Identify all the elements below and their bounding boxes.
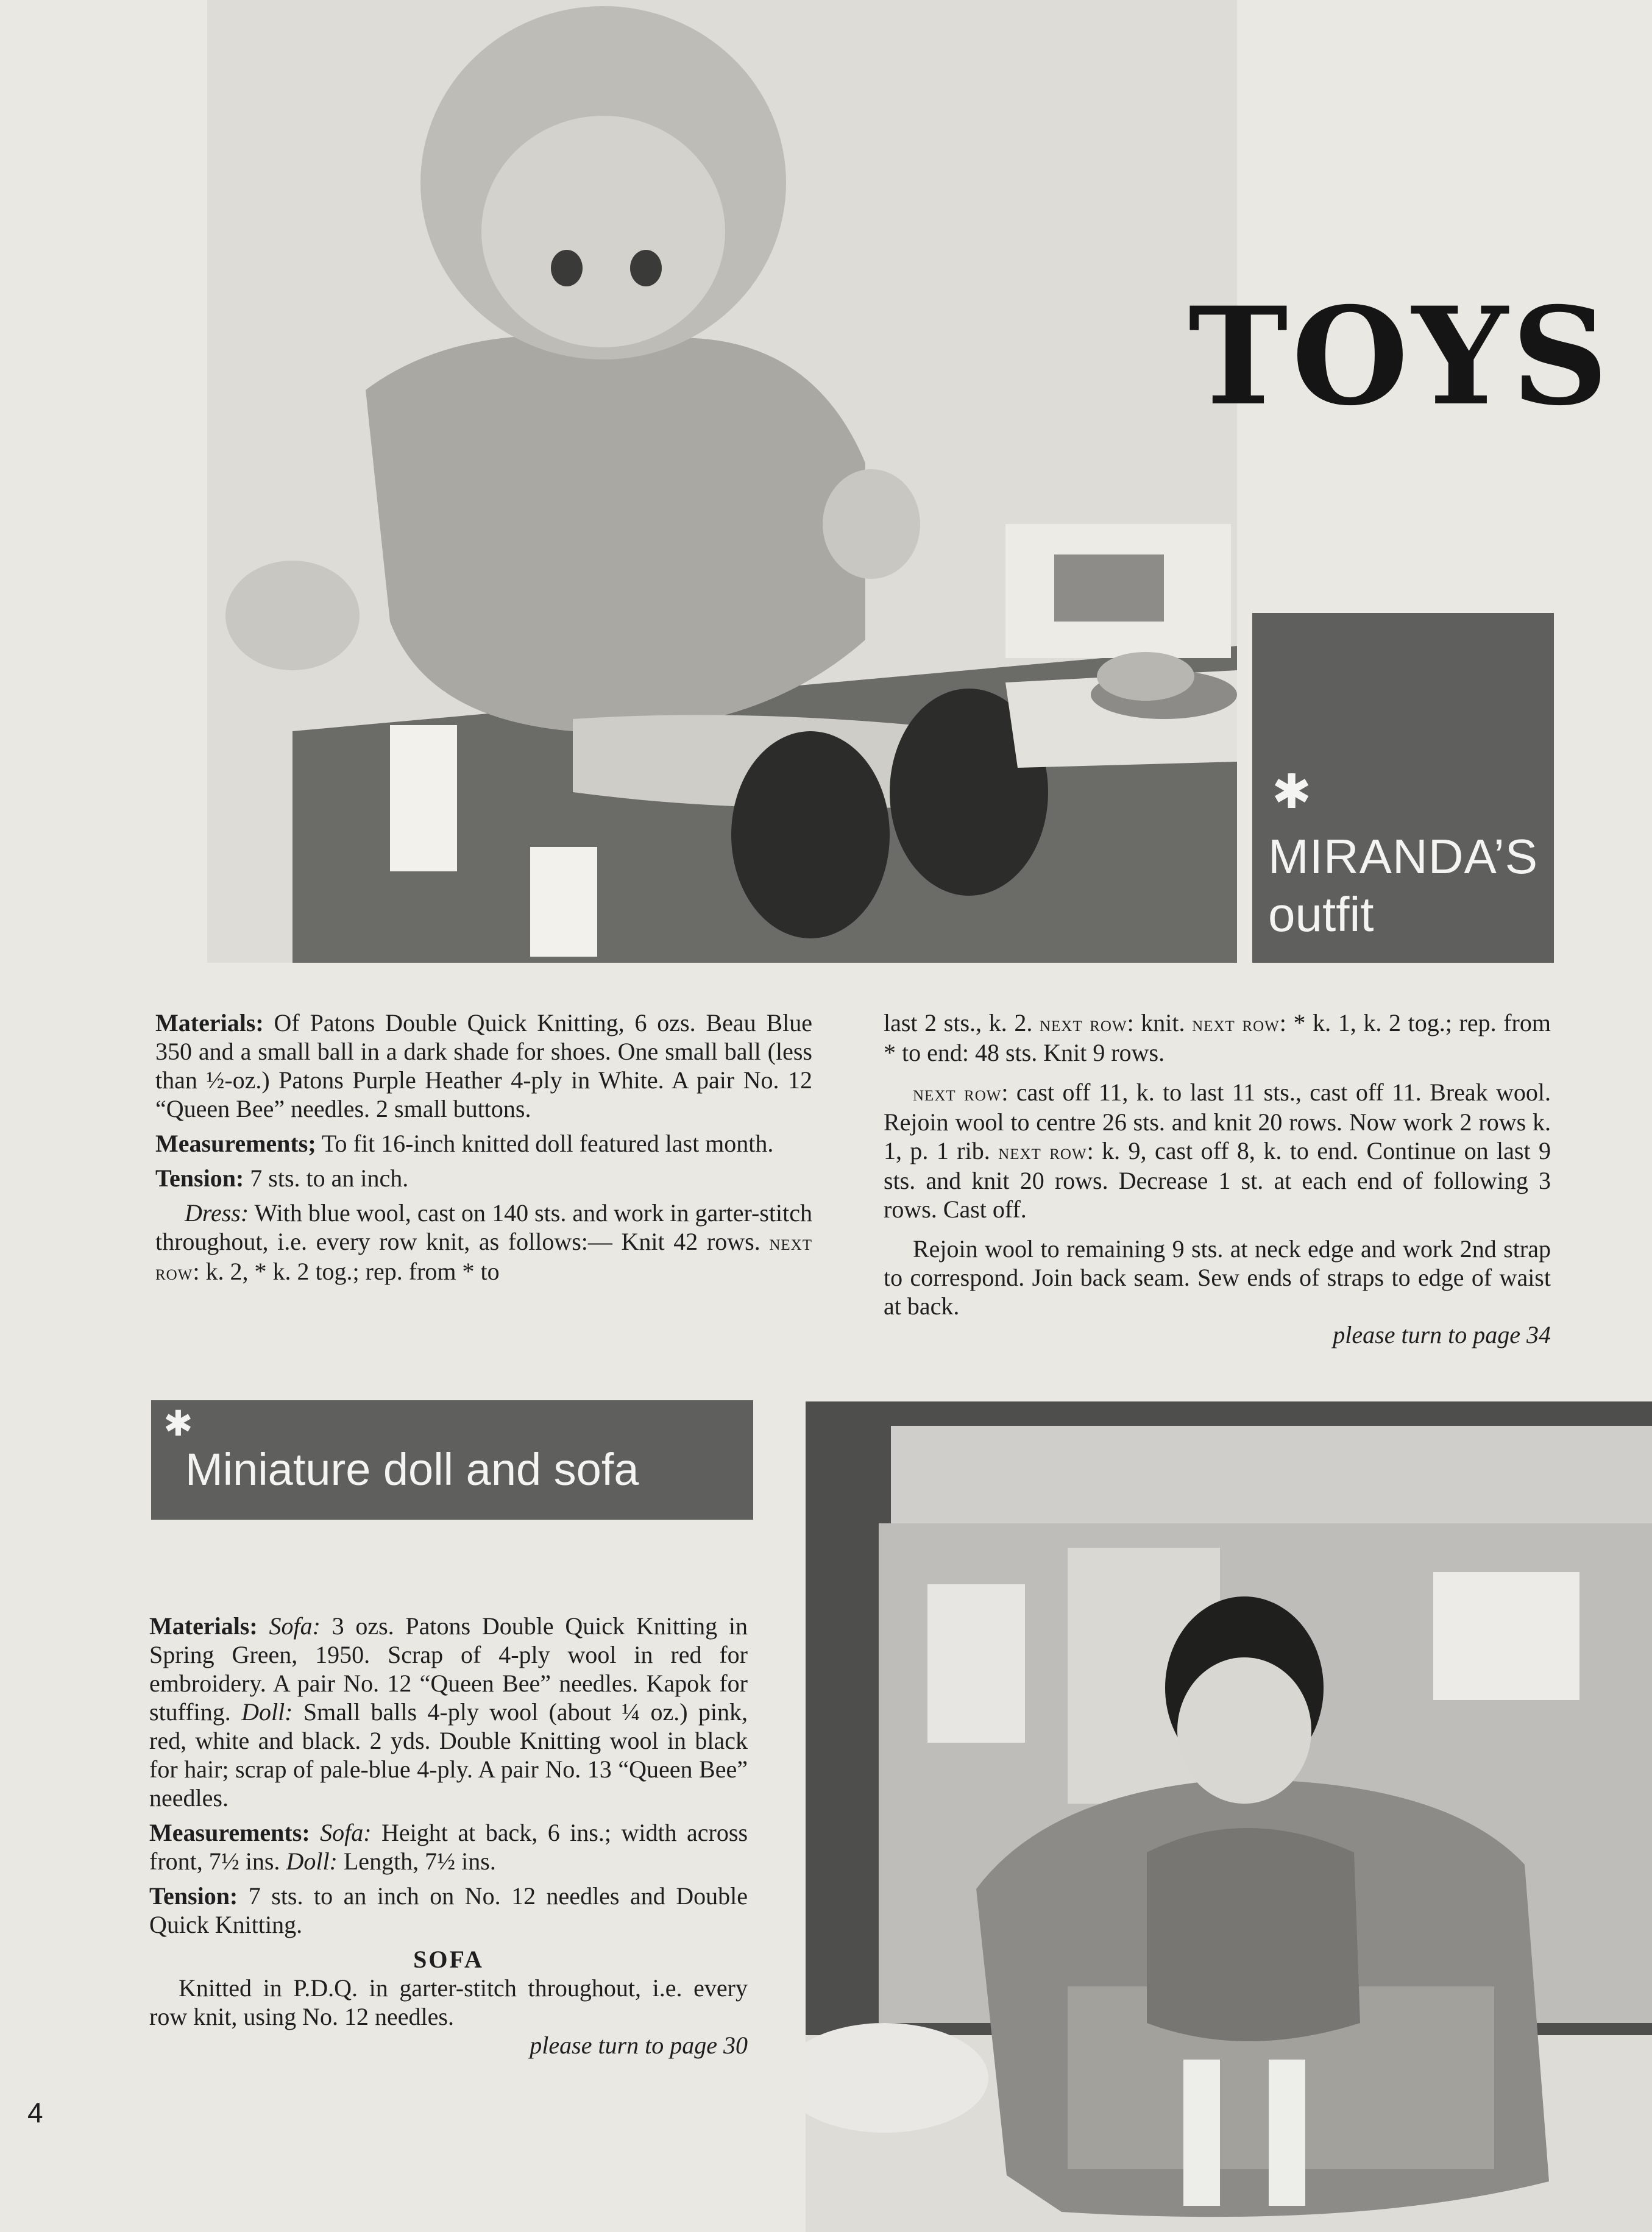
materials-paragraph [155,1008,812,1123]
col2-text-b: : knit. [1127,1009,1193,1036]
asterisk-icon: ✱ [163,1404,193,1444]
mini-materials-text-2: Small balls 4-ply wool (about ¼ oz.) pink, red, white and black. 2 yds. Double Knitting wool in black for hair; scrap of pale-blue 4-ply. A pair No. 13 “Queen Bee” needles. [149,1698,748,1812]
mini-measurements-label: Measurements: [149,1819,310,1846]
measurements-label: Measurements; [155,1130,316,1157]
turn-page-note-34: please turn to page 34 [1333,1321,1551,1348]
doll-word: Doll: [241,1698,293,1726]
mini-measurements-paragraph [149,1818,748,1876]
miranda-instructions-col1 [155,1008,812,1293]
col2-text-a: last 2 sts., k. 2. [884,1009,1040,1036]
miniature-doll-sofa-label [151,1400,753,1520]
miranda-label-line2: outfit [1268,887,1374,941]
next-row-label: next row [155,1230,812,1284]
dress-text-1: With blue wool, cast on 140 sts. and work in garter-stitch throughout, i.e. every row knit, as follows:— Knit 42 rows. [155,1199,812,1255]
page-title: TOYS [1188,277,1612,435]
materials-label: Materials: [155,1009,264,1036]
page-number: 4 [27,2097,43,2128]
next-row-label: next row [998,1139,1087,1164]
mini-materials-paragraph [149,1612,748,1812]
measurements-paragraph [155,1129,812,1158]
tension-text: 7 sts. to an inch. [244,1164,409,1192]
sofa-paragraph [149,1974,748,2031]
mini-tension-label: Tension: [149,1882,238,1910]
col2-text-c: : * k. 1, k. 2 tog.; rep. from * to end: 48 sts. Knit 9 rows. [884,1009,1551,1066]
sofa-word: Sofa: [320,1819,372,1846]
dress-label: Dress: [185,1199,249,1227]
col2-text-d: : cast off 11, k. to last 11 sts., cast off 11. Break wool. Rejoin wool to centre 26 sts. and knit 20 rows. Now work 2 rows k. 1, p. 1 rib. [884,1079,1551,1164]
sofa-word: Sofa: [269,1612,321,1640]
dress-paragraph [155,1199,812,1287]
mini-meas-doll: Length, 7½ ins. [337,1848,496,1875]
turn-page-note-30: please turn to page 30 [530,2032,748,2059]
col2-text-f: Rejoin wool to remaining 9 sts. at neck edge and work 2nd strap to correspond. Join back seam. Sew ends of straps to edge of waist at back. [884,1235,1551,1320]
miranda-label-line1: MIRANDA’S [1268,829,1539,884]
miranda-doll-photo [207,0,1237,963]
next-row-label: next row [1039,1011,1127,1036]
miniature-title: Miniature doll and sofa [185,1444,639,1495]
miranda-instructions-col2 [884,1008,1551,1349]
mini-materials-text-1: 3 ozs. Patons Double Quick Knitting in Spring Green, 1950. Scrap of 4-ply wool in red for embroidery. A pair No. 12 “Queen Bee” needles. Kapok for stuffing. [149,1612,748,1726]
asterisk-icon: ✱ [1272,765,1312,818]
sofa-text: Knitted in P.D.Q. in garter-stitch throughout, i.e. every row knit, using No. 12 needles. [149,1974,748,2030]
next-row-label: next row [1192,1011,1280,1036]
doll-word: Doll: [286,1848,338,1875]
tension-label: Tension: [155,1164,244,1192]
col2-paragraph-1 [884,1008,1551,1067]
miniature-doll-sofa-photo [806,1401,1652,2232]
tension-paragraph [155,1164,812,1192]
col2-paragraph-3 [884,1235,1551,1320]
miranda-outfit-label [1252,613,1554,963]
col2-paragraph-2 [884,1078,1551,1224]
mini-tension-paragraph [149,1882,748,1939]
sofa-heading: SOFA [413,1946,484,1973]
dress-text-2: : k. 2, * k. 2 tog.; rep. from * to [193,1258,500,1285]
mini-materials-label: Materials: [149,1612,258,1640]
mini-meas-sofa: Height at back, 6 ins.; width across front, 7½ ins. [149,1819,748,1875]
mini-tension-text: 7 sts. to an inch on No. 12 needles and Double Quick Knitting. [149,1882,748,1938]
measurements-text: To fit 16-inch knitted doll featured last month. [316,1130,774,1157]
next-row-label: next row [913,1081,1002,1105]
materials-text: Of Patons Double Quick Knitting, 6 ozs. Beau Blue 350 and a small ball in a dark shade for shoes. One small ball (less than ½-oz.) Patons Purple Heather 4-ply in White. A pair No. 12 “Queen Bee” needles. 2 small buttons. [155,1009,812,1122]
miniature-instructions [149,1612,748,2060]
col2-text-e: : k. 9, cast off 8, k. to end. Continue on last 9 sts. and knit 20 rows. Decrease 1 st. at each end of following 3 rows. Cast off. [884,1137,1551,1223]
